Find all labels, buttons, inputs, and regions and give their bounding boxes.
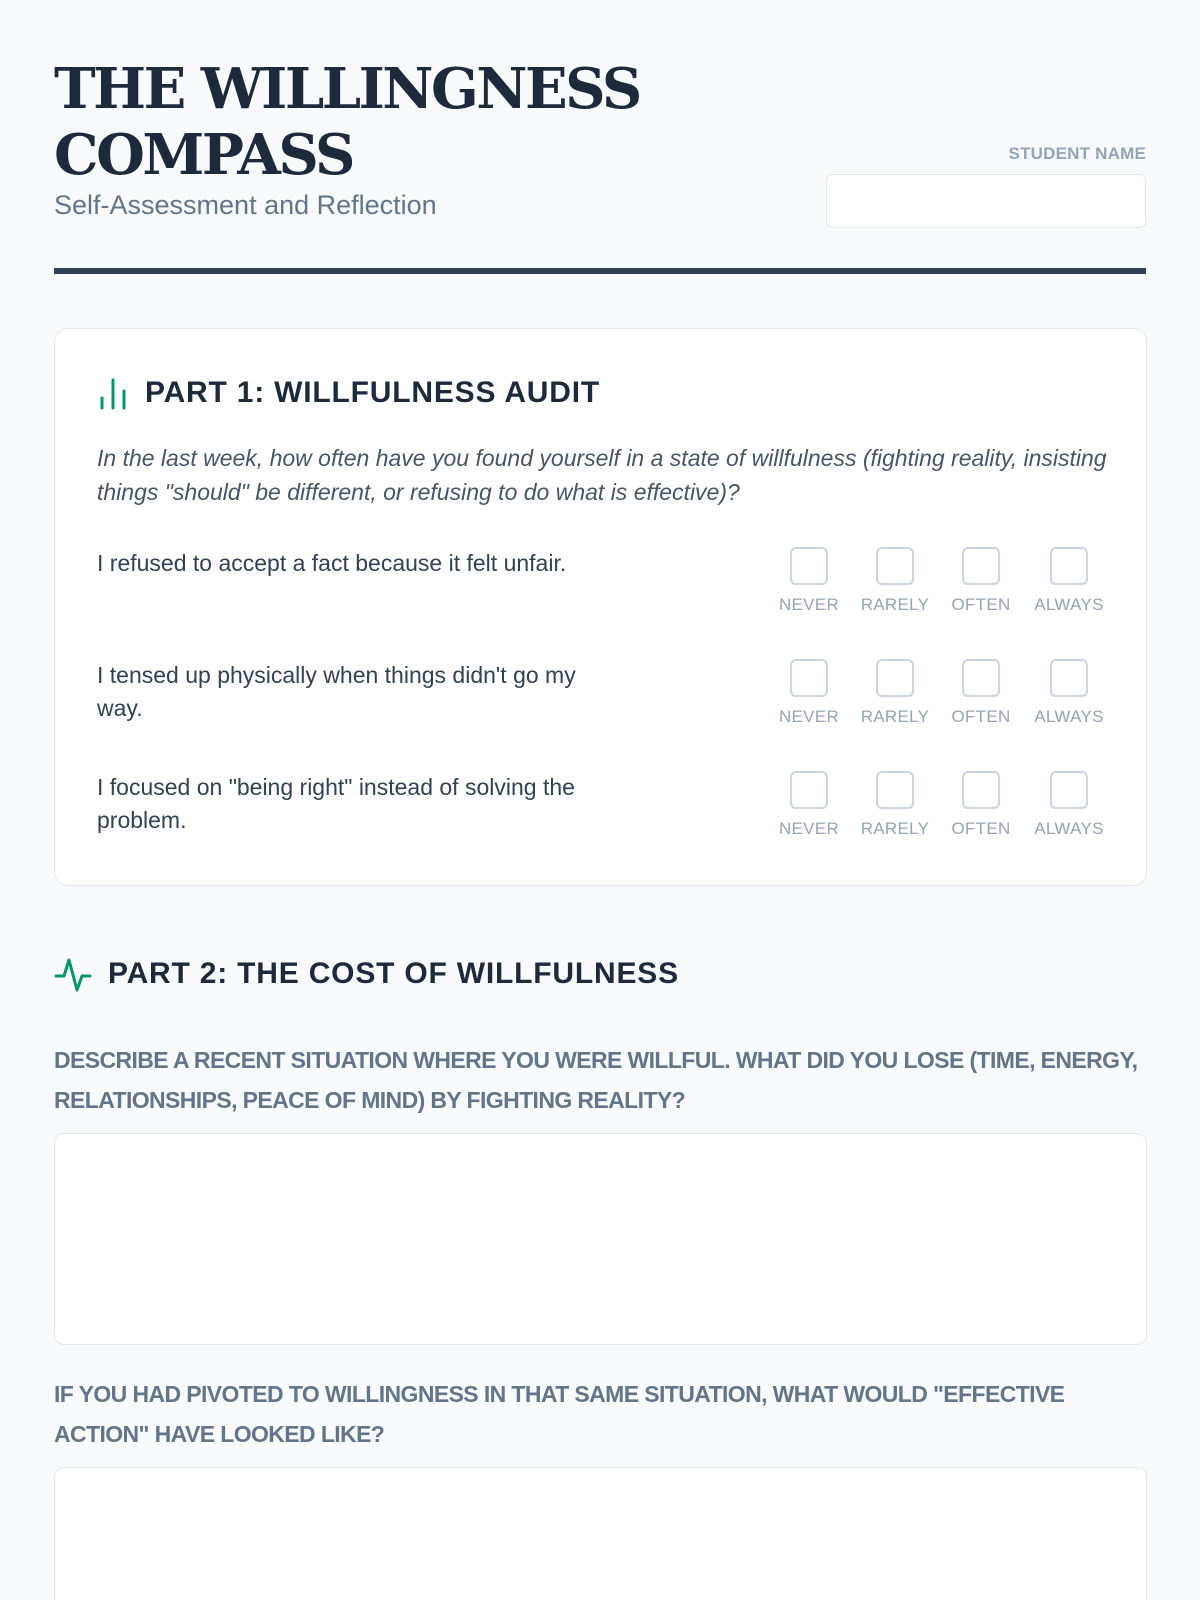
bar-chart-icon (97, 376, 129, 410)
worksheet-header (54, 0, 1146, 274)
audit-statement: I focused on "being right" instead of solving the problem. (97, 774, 575, 833)
reflection-answer-2[interactable] (54, 1467, 1147, 1600)
option-always (1031, 771, 1107, 839)
option-label: OFTEN (951, 595, 1011, 614)
audit-row-3 (97, 771, 1107, 851)
frequency-scale (773, 659, 1107, 727)
audit-row-2 (97, 659, 1107, 739)
checkbox-always[interactable] (1050, 547, 1088, 585)
option-label: NEVER (778, 707, 840, 726)
option-rarely (859, 659, 931, 727)
option-label: NEVER (778, 595, 840, 614)
option-rarely (859, 771, 931, 839)
checkbox-never[interactable] (790, 771, 828, 809)
part2-heading (54, 952, 679, 996)
option-label: ALWAYS (1034, 819, 1104, 838)
checkbox-always[interactable] (1050, 659, 1088, 697)
audit-row-1 (97, 547, 1107, 627)
option-rarely (859, 547, 931, 615)
checkbox-often[interactable] (962, 659, 1000, 697)
option-label: RARELY (860, 595, 930, 614)
activity-pulse-icon (54, 954, 92, 994)
page-title: THE WILLINGNESS COMPASS (54, 56, 640, 188)
option-label: NEVER (778, 819, 840, 838)
checkbox-rarely[interactable] (876, 659, 914, 697)
page-subtitle: Self-Assessment and Reflection (54, 190, 437, 220)
checkbox-often[interactable] (962, 547, 1000, 585)
checkbox-rarely[interactable] (876, 771, 914, 809)
checkbox-often[interactable] (962, 771, 1000, 809)
option-always (1031, 659, 1107, 727)
part1-card (54, 328, 1147, 886)
reflection-answer-1[interactable] (54, 1133, 1147, 1345)
checkbox-never[interactable] (790, 659, 828, 697)
student-name-input[interactable] (826, 174, 1146, 228)
option-label: ALWAYS (1034, 707, 1104, 726)
option-often (945, 659, 1017, 727)
option-label: RARELY (860, 819, 930, 838)
audit-statement: I refused to accept a fact because it felt unfair. (97, 550, 567, 576)
part1-heading (97, 371, 600, 415)
option-label: RARELY (860, 707, 930, 726)
checkbox-never[interactable] (790, 547, 828, 585)
audit-statement: I tensed up physically when things didn't go my way. (97, 662, 576, 721)
part2-heading-text: PART 2: THE COST OF WILLFULNESS (108, 957, 679, 990)
checkbox-always[interactable] (1050, 771, 1088, 809)
frequency-scale (773, 547, 1107, 615)
option-label: ALWAYS (1034, 595, 1104, 614)
part1-intro: In the last week, how often have you found yourself in a state of willfulness (fighting reality, insisting things "should" be different, or refusing to do what is effective)? (97, 445, 1107, 505)
reflection-prompt-2: IF YOU HAD PIVOTED TO WILLINGNESS IN THAT SAME SITUATION, WHAT WOULD "EFFECTIVE ACTION" HAVE LOOKED LIKE? (54, 1381, 1065, 1447)
option-always (1031, 547, 1107, 615)
option-never (773, 659, 845, 727)
option-never (773, 547, 845, 615)
option-often (945, 547, 1017, 615)
option-often (945, 771, 1017, 839)
reflection-prompt-1: DESCRIBE A RECENT SITUATION WHERE YOU WERE WILLFUL. WHAT DID YOU LOSE (TIME, ENERGY, RELATIONSHIPS, PEACE OF MIND) BY FIGHTING REALITY? (54, 1047, 1138, 1113)
option-never (773, 771, 845, 839)
checkbox-rarely[interactable] (876, 547, 914, 585)
option-label: OFTEN (951, 819, 1011, 838)
part1-heading-text: PART 1: WILLFULNESS AUDIT (145, 376, 600, 409)
option-label: OFTEN (951, 707, 1011, 726)
frequency-scale (773, 771, 1107, 839)
student-name-label: STUDENT NAME (1008, 144, 1146, 163)
